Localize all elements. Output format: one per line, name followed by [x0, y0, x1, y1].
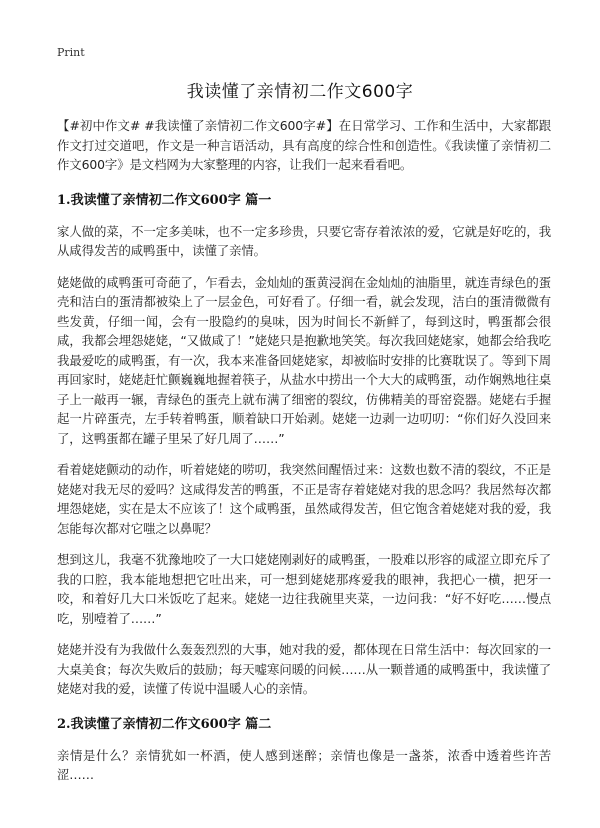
paragraph: 姥姥做的咸鸭蛋可奇葩了，乍看去，金灿灿的蛋黄浸润在金灿灿的油脂里，就连青绿色的蛋壳和洁白的蛋清都被染上了一层金色，可好看了。仔细一看，就会发现，洁白的蛋清微微有些发黄，仔细一闻，会有一股隐约的臭味，因为时间长不新鲜了，每到这时，鸭蛋都会很咸，我都会埋怨姥姥，“又做咸了！”姥姥只是抱歉地笑笑。每次我回姥姥家，她都会给我吃我最爱吃的咸鸭蛋，有一次，我本来准备回姥姥家，却被临时安排的比赛耽误了。等到下周再回家时，姥姥赶忙颤巍巍地握着筷子，从盐水中捞出一个大大的咸鸭蛋，动作娴熟地往桌子上一敲再一辗，青绿色的蛋壳上就布满了细密的裂纹，仿佛精美的哥窑瓷器。姥姥右手握起一片碎蛋壳，左手转着鸭蛋，顺着缺口开始剥。姥姥一边剥一边叨叨：“你们好久没回来了，这鸭蛋都在罐子里呆了好几周了……” — [57, 274, 551, 446]
page-title: 我读懂了亲情初二作文600字 — [186, 82, 414, 102]
print-label[interactable]: Print — [57, 46, 85, 59]
section-heading-2: 2.我读懂了亲情初二作文600字 篇二 — [57, 716, 272, 732]
section-heading-1: 1.我读懂了亲情初二作文600字 篇一 — [57, 192, 272, 208]
paragraph: 看着姥姥颤动的动作，听着姥姥的唠叨，我突然间醒悟过来：这数也数不清的裂纹，不正是姥姥对我无尽的爱吗？这咸得发苦的鸭蛋，不正是寄存着姥姥对我的思念吗？我居然每次都埋怨姥姥，实在是太不应该了！这个咸鸭蛋，虽然咸得发苦，但它饱含着姥姥对我的爱，我怎能每次都对它嗤之以鼻呢？ — [57, 462, 551, 536]
paragraph: 想到这儿，我毫不犹豫地咬了一大口姥姥刚剥好的咸鸭蛋，一股难以形容的咸涩立即充斥了我的口腔，我本能地想把它吐出来，可一想到姥姥那疼爱我的眼神，我把心一横，把牙一咬，和着好几大口米饭吃了起来。姥姥一边往我碗里夹菜，一边问我：“好不好吃……慢点吃，别噎着了……” — [57, 552, 551, 626]
paragraph: 家人做的菜，不一定多美味，也不一定多珍贵，只要它寄存着浓浓的爱，它就是好吃的，我从咸得发苦的咸鸭蛋中，读懂了亲情。 — [57, 223, 551, 258]
paragraph: 亲情是什么？亲情犹如一杯酒，使人感到迷醉；亲情也像是一盏茶，浓香中透着些许苦涩…… — [57, 747, 551, 782]
paragraph: 姥姥并没有为我做什么轰轰烈烈的大事，她对我的爱，都体现在日常生活中：每次回家的一大桌美食；每次失败后的鼓励；每天嘘寒问暖的问候……从一颗普通的咸鸭蛋中，我读懂了姥姥对我的爱，读懂了传说中温暖人心的亲情。 — [57, 642, 551, 696]
intro-paragraph: 【#初中作文# #我读懂了亲情初二作文600字#】在日常学习、工作和生活中，大家都跟作文打过交道吧，作文是一种言语活动，具有高度的综合性和创造性。《我读懂了亲情初二作文600字》是文档网为大家整理的内容，让我们一起来看看吧。 — [57, 118, 551, 172]
article-body — [57, 116, 551, 797]
